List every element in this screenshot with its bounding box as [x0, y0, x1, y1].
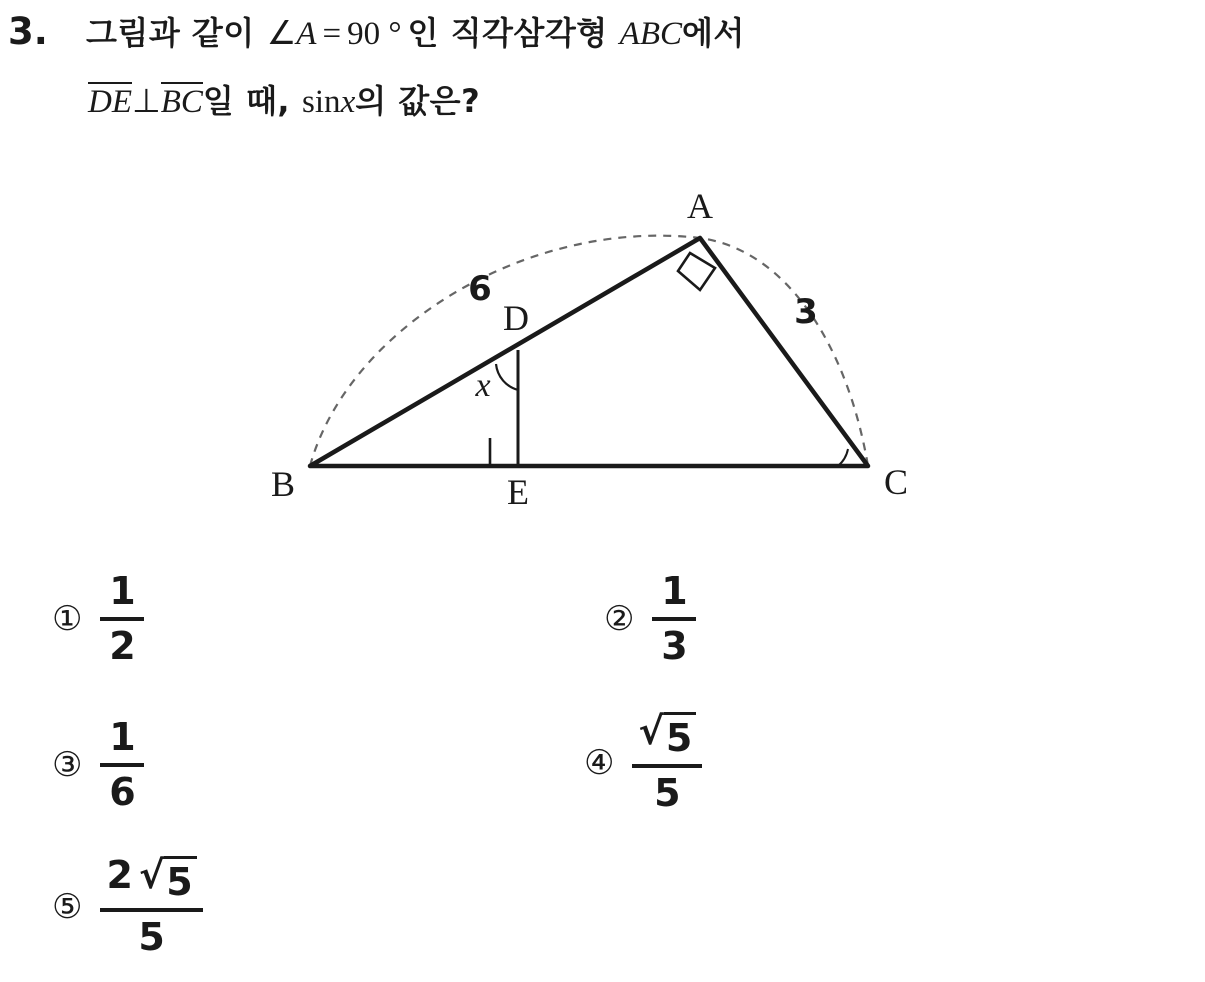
right-angle-mark-a	[678, 253, 715, 290]
degree-value: 90 °	[347, 16, 402, 52]
choice-1-numerator: 1	[109, 569, 136, 613]
choice-4-marker: ④	[584, 743, 615, 784]
choice-4-numerator	[632, 709, 702, 760]
radical-icon: √	[638, 709, 664, 753]
vertex-a-label: A	[296, 16, 317, 52]
sin-function-label: sin	[302, 84, 341, 120]
question-text-b: 인 직각삼각형	[407, 14, 608, 52]
choice-3[interactable]	[52, 716, 144, 813]
choice-2-denominator: 3	[661, 623, 688, 668]
radical-icon: √	[138, 853, 165, 897]
variable-x-label: x	[340, 84, 356, 120]
choice-5-coefficient: 2	[106, 853, 133, 897]
triangle-abc	[310, 238, 868, 466]
triangle-abc-label: ABC	[619, 16, 682, 52]
geometry-figure	[228, 178, 948, 528]
label-a: A	[687, 186, 713, 226]
choice-2[interactable]	[604, 570, 696, 667]
choice-3-marker: ③	[52, 744, 83, 785]
choice-1-denominator: 2	[109, 623, 136, 668]
label-d: D	[503, 298, 529, 338]
perpendicular-symbol: ⊥	[132, 84, 161, 120]
choice-4-value	[632, 709, 702, 815]
question-text-e: 의 값은?	[355, 82, 481, 120]
fraction-bar	[100, 908, 202, 912]
angle-mark-c	[838, 449, 848, 466]
label-side-ac: 3	[794, 292, 818, 332]
angle-arc-x	[496, 364, 518, 390]
choice-1-value	[100, 570, 144, 667]
choice-4-radicand: 5	[664, 712, 696, 760]
choice-1-marker: ①	[52, 598, 83, 639]
choice-5[interactable]	[52, 853, 203, 959]
angle-symbol: ∠	[266, 16, 297, 52]
label-side-ab: 6	[468, 269, 492, 309]
choice-3-numerator: 1	[109, 715, 136, 759]
question-text-c: 에서	[682, 14, 745, 52]
choice-5-numerator	[100, 853, 202, 904]
choice-4-denominator: 5	[654, 770, 681, 815]
fraction-bar	[100, 763, 144, 767]
choice-2-numerator: 1	[661, 569, 688, 613]
choice-5-value	[100, 853, 202, 959]
label-b: B	[270, 464, 296, 504]
equals-symbol: =	[322, 16, 342, 52]
choice-2-value	[652, 570, 696, 667]
label-e: E	[507, 472, 529, 512]
segment-bc-label: BC	[160, 84, 203, 120]
fraction-bar	[100, 617, 144, 621]
question-block	[0, 0, 1205, 122]
choice-5-denominator: 5	[138, 914, 165, 959]
choice-3-denominator: 6	[109, 769, 136, 814]
label-c: C	[883, 462, 909, 502]
question-line-1	[0, 0, 1205, 54]
choice-3-value	[100, 716, 144, 813]
question-text-d: 일 때,	[202, 82, 291, 120]
choice-4[interactable]	[584, 709, 702, 815]
choice-5-radicand: 5	[164, 856, 196, 904]
fraction-bar	[652, 617, 696, 621]
choice-5-marker: ⑤	[52, 887, 83, 928]
choice-1[interactable]	[52, 570, 144, 667]
segment-de-label: DE	[88, 84, 132, 120]
label-x: x	[475, 367, 491, 404]
question-number: 3.	[8, 10, 48, 53]
choice-2-marker: ②	[604, 598, 635, 639]
fraction-bar	[632, 764, 702, 768]
question-text-a: 그림과 같이	[86, 14, 255, 52]
right-angle-mark-e	[490, 438, 518, 466]
question-line-2	[0, 54, 1205, 122]
